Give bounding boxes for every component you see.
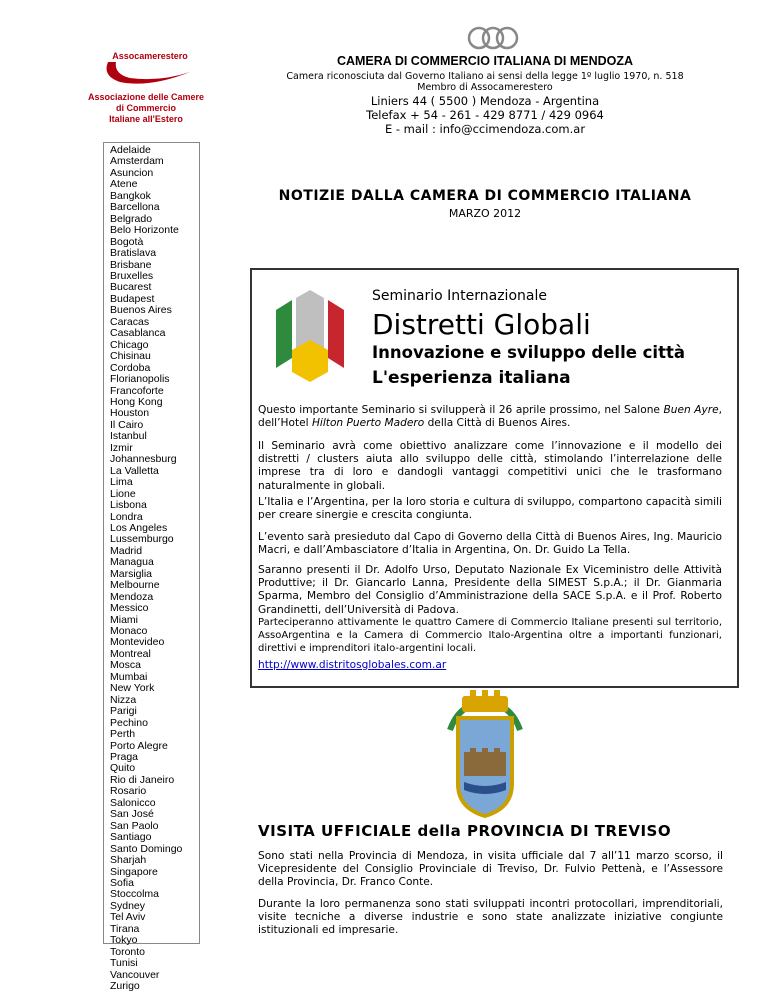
seminar-paragraph-1: Questo importante Seminario si svilupperà il 26 aprile prossimo, nel Salone Buen Ayre, dell’Hotel Hilton Puerto Madero della Città di Buenos Aires. [258, 404, 722, 430]
city-item: Praga [110, 751, 139, 764]
city-item: Singapore [110, 865, 158, 878]
city-item: Tirana [110, 922, 140, 935]
city-item: Amsterdam [110, 155, 164, 168]
assocamerestero-swoosh-icon [80, 48, 212, 88]
phone: Telefax + 54 - 261 - 429 8771 / 429 0964 [366, 108, 604, 122]
city-item: La Valletta [110, 464, 159, 477]
city-item: Casablanca [110, 327, 166, 340]
city-item: Bruxelles [110, 269, 154, 282]
city-item: Quito [110, 762, 136, 775]
newsletter-title: NOTIZIE DALLA CAMERA DI COMMERCIO ITALIANA [278, 188, 692, 204]
city-item: Sharjah [110, 854, 147, 867]
city-item: Toronto [110, 945, 146, 958]
city-item: San José [110, 808, 154, 821]
city-item: Izmir [110, 441, 133, 454]
seminar-title: Distretti Globali [372, 308, 591, 341]
seminar-paragraph-6: Parteciperanno attivamente le quattro Camere di Commercio Italiane presenti sul territorio, AssoArgentina e la Camera di Commercio Italo-Argentina oltre a importanti funzionari, direttivi e imprenditori italo-argentini locali. [258, 617, 722, 655]
city-item: Budapest [110, 292, 155, 305]
address: Liniers 44 ( 5500 ) Mendoza - Argentina [370, 94, 600, 108]
city-item: Hong Kong [110, 395, 163, 408]
city-item: Zurigo [110, 980, 140, 993]
seminar-paragraph-5: Saranno presenti il Dr. Adolfo Urso, Deputato Nazionale Ex Viceministro delle Attività Produttive; il Dr. Giancarlo Lanna, Presidente della SIMEST S.p.A.; il Dr. Gianmaria Sparma, Membro del Consiglio d’Amministrazione della SACE S.p.A. e il Prof. Roberto Grandinetti, dell’Università di Padova. [258, 564, 722, 616]
city-item: Melbourne [110, 579, 160, 592]
seminar-paragraph-4: L’evento sarà presieduto dal Capo di Governo della Città di Buenos Aires, Ing. Mauricio Macri, e dall’Ambasciatore d’Italia in Argentina, On. Dr. Guido La Tella. [258, 531, 722, 557]
city-item: San Paolo [110, 819, 159, 832]
treviso-visit-title: VISITA UFFICIALE della PROVINCIA DI TREVISO [258, 822, 672, 840]
city-item: Los Angeles [110, 521, 168, 534]
city-item: Istanbul [110, 430, 147, 443]
city-item: Florianopolis [110, 373, 170, 386]
seminar-website-link[interactable]: http://www.distritosglobales.com.ar [258, 659, 447, 671]
city-item: Lisbona [110, 499, 147, 512]
treviso-paragraph-2: Durante la loro permanenza sono stati sviluppati incontri protocollari, imprenditoriali, visite tecniche a diverse industrie e sono state analizzate iniziative congiunte istituzionali ed impresarie. [258, 898, 723, 937]
city-item: Chisinau [110, 350, 151, 363]
city-item: Lima [110, 476, 133, 489]
city-item: Mosca [110, 659, 141, 672]
city-item: Houston [110, 407, 150, 420]
seminar-paragraph-3: L’Italia e l’Argentina, per la loro storia e cultura di sviluppo, compartono capacità simili per creare sinergie e crescita congiunta. [258, 496, 722, 522]
city-item: New York [110, 682, 155, 695]
assoc-full-name-line-3: Italiane all'Estero [109, 114, 183, 124]
seminar-label: Seminario Internazionale [372, 288, 547, 304]
city-item: Perth [110, 728, 136, 741]
treviso-coat-of-arms-icon [440, 690, 530, 820]
treviso-paragraph-1: Sono stati nella Provincia di Mendoza, in visita ufficiale dal 7 all’11 marzo scorso, il Vicepresidente del Consiglio Provinciale di Treviso, Dr. Fulvio Pettenà, e l’Assessore della Provincia, Dr. Franco Conte. [258, 850, 723, 889]
city-item: Tel Aviv [110, 911, 146, 924]
city-item: Parigi [110, 705, 137, 718]
city-item: Francoforte [110, 384, 164, 397]
city-item: Bucarest [110, 281, 152, 294]
seminar-paragraph-2: Il Seminario avrà come obiettivo analizzare come l’innovazione e il modello dei distretti / clusters aiuta allo sviluppo delle città, stimolando l’interrelazione delle imprese tra di loro e dandogli vantaggi competitivi unici che le trasformano naturalmente in globali. [258, 440, 722, 492]
seminar-subtitle-2: L'esperienza italiana [372, 368, 571, 388]
assoc-full-name-line-2: di Commercio [115, 103, 176, 113]
chamber-title: CAMERA DI COMMERCIO ITALIANA DI MENDOZA [336, 54, 634, 68]
city-item: Rio di Janeiro [110, 773, 175, 786]
city-item: Barcellona [110, 201, 160, 214]
city-list-box [103, 142, 200, 993]
city-item: Montevideo [110, 636, 165, 649]
city-item: Marsiglia [110, 567, 153, 580]
email[interactable]: E - mail : info@ccimendoza.com.ar [384, 122, 586, 136]
distretti-globali-logo-icon [266, 288, 352, 382]
city-item: Pechino [110, 716, 148, 729]
city-item: Tunisi [110, 957, 138, 970]
assoc-full-name-line-1: Associazione delle Camere [87, 92, 205, 102]
city-item: Messico [110, 602, 149, 615]
city-item: Sydney [110, 899, 146, 912]
city-item: Santo Domingo [110, 842, 183, 855]
city-item: Rosario [110, 785, 147, 798]
svg-text:Assocamerestero: Assocamerestero [112, 51, 188, 61]
city-item: Mendoza [110, 590, 154, 603]
cci-logo-icon [466, 26, 520, 50]
newsletter-date: MARZO 2012 [448, 207, 522, 220]
city-item: Lussemburgo [110, 533, 174, 546]
seminar-subtitle: Innovazione e sviluppo delle città [372, 343, 686, 362]
city-item: Il Cairo [110, 418, 144, 431]
city-item: Johannesburg [110, 453, 177, 466]
city-item: Monaco [110, 625, 148, 638]
city-item: Londra [110, 510, 143, 523]
city-item: Atene [110, 178, 138, 191]
city-item: Asuncion [110, 166, 154, 179]
city-item: Mumbai [110, 670, 148, 683]
city-item: Porto Alegre [110, 739, 168, 752]
city-item: Tokyo [110, 934, 138, 947]
city-item: Vancouver [110, 968, 160, 981]
city-item: Miami [110, 613, 138, 626]
city-item: Santiago [110, 831, 152, 844]
city-item: Stoccolma [110, 888, 160, 901]
city-item: Lione [110, 487, 136, 500]
member-note: Membro di Assocamerestero [417, 82, 553, 93]
city-item: Salonicco [110, 796, 156, 809]
city-item: Caracas [110, 315, 150, 328]
city-item: Bratislava [110, 247, 157, 260]
city-item: Bogotà [110, 235, 144, 248]
city-item: Belgrado [110, 212, 153, 225]
city-item: Sofia [110, 877, 134, 889]
city-item: Buenos Aires [110, 304, 172, 317]
city-list [104, 143, 199, 993]
city-item: Montreal [110, 647, 151, 660]
city-item: Nizza [110, 693, 137, 706]
city-item: Belo Horizonte [110, 224, 179, 237]
assocamerestero-logo [80, 48, 212, 123]
city-item: Cordoba [110, 361, 151, 374]
city-item: Chicago [110, 338, 149, 351]
city-item: Bangkok [110, 189, 151, 202]
city-item: Madrid [110, 544, 143, 557]
city-item: Managua [110, 556, 154, 569]
city-item: Brisbane [110, 258, 152, 271]
city-item: Adelaide [110, 144, 151, 156]
recognition-note: Camera riconosciuta dal Governo Italiano ai sensi della legge 1º luglio 1970, n. 518 [286, 71, 684, 82]
